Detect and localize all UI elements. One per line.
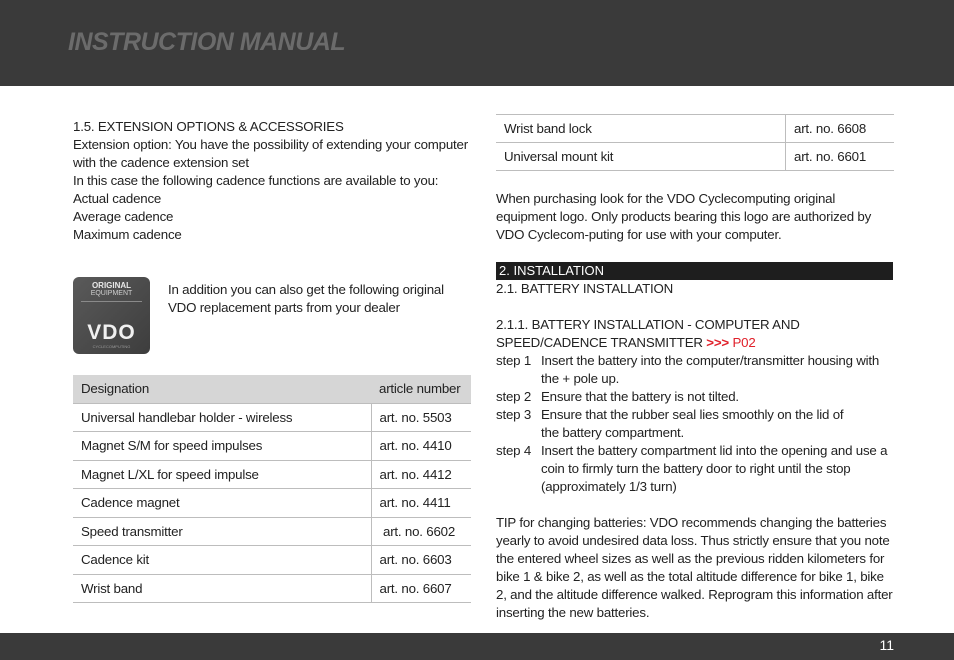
article-cell: art. no. 6607 xyxy=(371,574,471,603)
battery-tip: TIP for changing batteries: VDO recommends changing the batteries yearly to avoid undesired data loss. Thus strictly ensure that you note the entered wheel sizes as well as the previous ridden kilometers for bike 1 & bike 2, as well as the total altitude difference for bike 1, bike 2, and the altitude difference walked. Reprogram this information after inserting the new batteries. xyxy=(496,515,893,620)
replacement-parts-text: In addition you can also get the following original VDO replacement parts from your dealer xyxy=(168,282,444,315)
step-item xyxy=(496,388,894,406)
designation-cell: Speed transmitter xyxy=(73,517,371,546)
logo-sub-text: CYCLECOMPUTING xyxy=(92,344,131,349)
replacement-parts-note xyxy=(168,281,473,317)
article-cell: art. no. 6601 xyxy=(786,143,895,171)
step-label: step 3 xyxy=(496,407,532,422)
table-row xyxy=(496,115,894,143)
table-row xyxy=(496,143,894,171)
section-bar-installation: 2. INSTALLATION xyxy=(496,262,893,280)
logo-original-text: ORIGINAL xyxy=(91,281,132,290)
subsub-heading xyxy=(496,316,894,352)
step-text: Ensure that the rubber seal lies smoothly on the lid of the battery compartment. xyxy=(541,407,844,440)
extension-text: Extension option: You have the possibility of extending your computer with the cadence extension set xyxy=(73,137,468,170)
article-cell: art. no. 6608 xyxy=(786,115,895,143)
article-cell: art. no. 6603 xyxy=(371,546,471,575)
step-text: Ensure that the battery is not tilted. xyxy=(541,389,739,404)
table-row xyxy=(73,460,471,489)
cadence-function-item: Average cadence xyxy=(73,209,174,224)
page-number: 11 xyxy=(879,637,894,653)
step-text: Insert the battery compartment lid into the opening and use a coin to firmly turn the battery door to right until the stop (approximately 1/3 turn) xyxy=(541,443,888,494)
spacer xyxy=(496,298,894,316)
step-label: step 1 xyxy=(496,353,532,368)
section-heading: 1.5. EXTENSION OPTIONS & ACCESSORIES xyxy=(73,119,344,134)
purchase-note-text: When purchasing look for the VDO Cyclecomputing original equipment logo. Only products bearing this logo are authorized by VDO Cyclecom-puting for use with your computer. xyxy=(496,191,872,242)
article-cell: art. no. 6602 xyxy=(371,517,471,546)
logo-equipment-text: EQUIPMENT xyxy=(90,290,133,297)
subheading: 2.1. BATTERY INSTALLATION xyxy=(496,281,674,296)
cadence-function-item: Maximum cadence xyxy=(73,227,182,242)
table-row xyxy=(73,517,471,546)
spacer xyxy=(496,496,894,514)
page-header xyxy=(0,0,954,86)
article-cell: art. no. 5503 xyxy=(371,403,471,432)
purchase-note xyxy=(496,190,894,244)
step-text: Insert the battery into the computer/transmitter housing with the + pole up. xyxy=(541,353,880,386)
manual-title: INSTRUCTION MANUAL xyxy=(68,28,346,56)
extension-options-section xyxy=(73,118,473,244)
designation-cell: Universal mount kit xyxy=(496,143,786,171)
cadence-function-item: Actual cadence xyxy=(73,191,162,206)
table-row xyxy=(73,574,471,603)
step-item xyxy=(496,442,894,496)
designation-cell: Magnet L/XL for speed impulse xyxy=(73,460,371,489)
logo-divider xyxy=(81,301,142,302)
cadence-functions-intro: In this case the following cadence functions are available to you: xyxy=(73,173,439,188)
vdo-original-equipment-logo xyxy=(73,277,150,354)
battery-installation-section xyxy=(496,280,894,622)
table-row xyxy=(73,546,471,575)
page-ref-arrows: >>> xyxy=(706,335,729,350)
designation-cell: Wrist band xyxy=(73,574,371,603)
subsub-heading-text: 2.1.1. BATTERY INSTALLATION - COMPUTER AND SPEED/CADENCE TRANSMITTER xyxy=(496,317,800,350)
article-cell: art. no. 4410 xyxy=(371,432,471,461)
table-row xyxy=(73,489,471,518)
designation-cell: Magnet S/M for speed impulses xyxy=(73,432,371,461)
designation-cell: Universal handlebar holder - wireless xyxy=(73,403,371,432)
step-item xyxy=(496,352,894,388)
table-header-row xyxy=(73,375,471,403)
parts-table-continued xyxy=(496,114,894,171)
step-item xyxy=(496,406,894,442)
step-label: step 2 xyxy=(496,389,532,404)
parts-table xyxy=(73,375,471,603)
article-cell: art. no. 4412 xyxy=(371,460,471,489)
table-row xyxy=(73,432,471,461)
table-row xyxy=(73,403,471,432)
designation-cell: Cadence magnet xyxy=(73,489,371,518)
designation-cell: Wrist band lock xyxy=(496,115,786,143)
designation-cell: Cadence kit xyxy=(73,546,371,575)
page-footer xyxy=(0,633,954,660)
logo-brand-text: VDO xyxy=(87,321,136,344)
page-ref-link[interactable]: P02 xyxy=(732,335,756,350)
column-header-designation: Designation xyxy=(73,375,371,403)
column-header-article: article number xyxy=(371,375,471,403)
step-label: step 4 xyxy=(496,443,532,458)
article-cell: art. no. 4411 xyxy=(371,489,471,518)
